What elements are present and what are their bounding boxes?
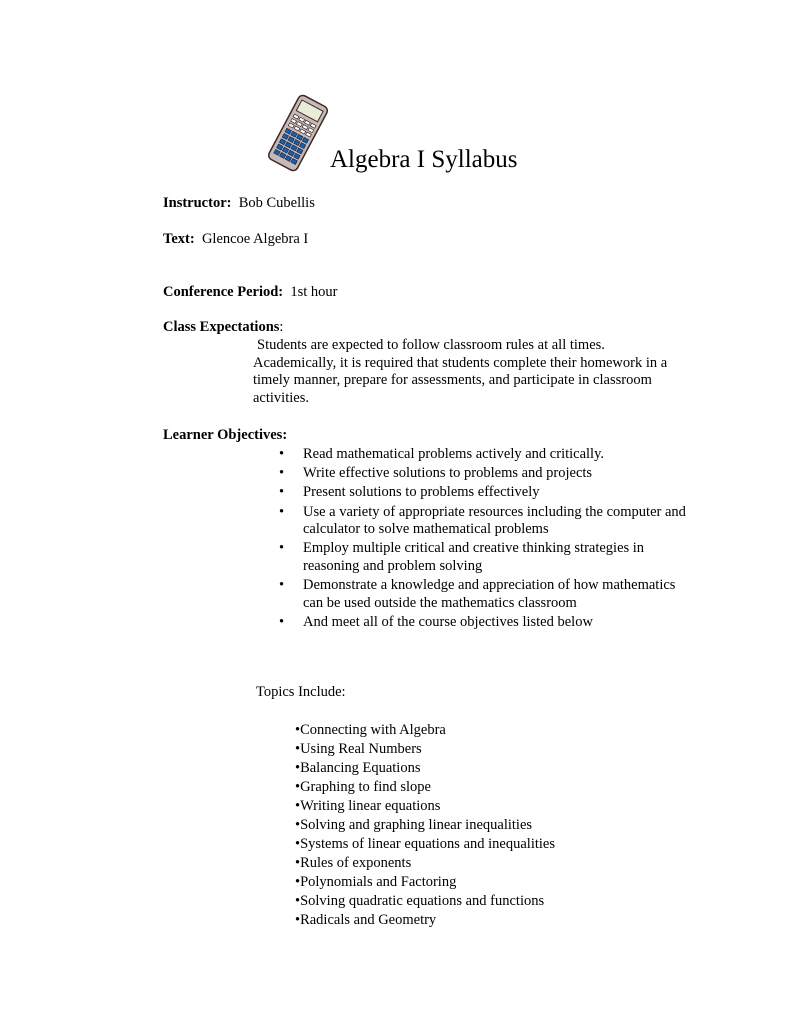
topic-item: •Writing linear equations	[295, 798, 441, 814]
topic-item: •Solving quadratic equations and functions	[295, 893, 545, 909]
list-item	[276, 577, 696, 612]
text-line	[163, 231, 308, 248]
topics-heading: Topics Include:	[256, 684, 346, 700]
instructor-label: Instructor:	[163, 195, 232, 211]
expectations-line1: Students are expected to follow classroom rules at all times.	[257, 337, 605, 353]
conference-value: 1st hour	[290, 284, 338, 300]
conference-label: Conference Period:	[163, 284, 284, 300]
objective-text: Demonstrate a knowledge and appreciation of how mathematics can be used outside the mathematics classroom	[303, 577, 676, 611]
list-item	[276, 484, 696, 502]
bullet: •	[279, 465, 285, 482]
page-title: Algebra I Syllabus	[330, 146, 518, 173]
objectives-heading: Learner Objectives:	[163, 427, 288, 443]
expectations-colon: :	[279, 319, 284, 335]
expectations-paragraph	[253, 337, 683, 407]
topic-item: •Radicals and Geometry	[295, 912, 437, 928]
bullet: •	[279, 613, 285, 630]
calculator-icon	[265, 93, 331, 173]
bullet: •	[279, 577, 285, 594]
objective-text: Read mathematical problems actively and critically.	[303, 446, 605, 462]
objective-text: Present solutions to problems effectively	[303, 484, 540, 501]
bullet: •	[279, 540, 285, 557]
objective-text: Employ multiple critical and creative thinking strategies in reasoning and problem solving	[303, 540, 645, 574]
list-item	[276, 465, 696, 483]
topic-item: •Polynomials and Factoring	[295, 874, 457, 890]
conference-line	[163, 284, 338, 301]
bullet: •	[279, 503, 285, 520]
topic-item: •Systems of linear equations and inequalities	[295, 836, 555, 852]
topic-item: •Balancing Equations	[295, 760, 421, 776]
topic-item: •Connecting with Algebra	[295, 722, 446, 738]
objective-text: Write effective solutions to problems and projects	[303, 465, 593, 482]
bullet: •	[279, 446, 285, 462]
list-item	[276, 614, 696, 632]
instructor-line	[163, 195, 315, 212]
objective-text: Use a variety of appropriate resources including the computer and calculator to solve mathematical problems	[303, 503, 686, 538]
instructor-value: Bob Cubellis	[238, 195, 315, 211]
list-item	[276, 446, 696, 464]
topic-item: •Using Real Numbers	[295, 741, 422, 757]
topic-item: •Rules of exponents	[295, 855, 412, 871]
list-item	[276, 504, 696, 539]
expectations-label: Class Expectations	[163, 319, 280, 335]
topic-item: •Graphing to find slope	[295, 779, 431, 795]
bullet: •	[279, 484, 285, 501]
text-label: Text:	[163, 231, 195, 247]
objectives-list	[276, 446, 696, 633]
text-value: Glencoe Algebra I	[201, 231, 309, 247]
topic-item: •Solving and graphing linear inequalities	[295, 817, 533, 833]
objective-text: And meet all of the course objectives listed below	[303, 613, 593, 630]
expectations-rest: Academically, it is required that students complete their homework in a timely manner, prepare for assessments, and participate in classroom activities.	[253, 354, 668, 406]
list-item	[276, 540, 696, 575]
topics-list	[295, 721, 555, 930]
expectations-heading	[163, 319, 283, 336]
